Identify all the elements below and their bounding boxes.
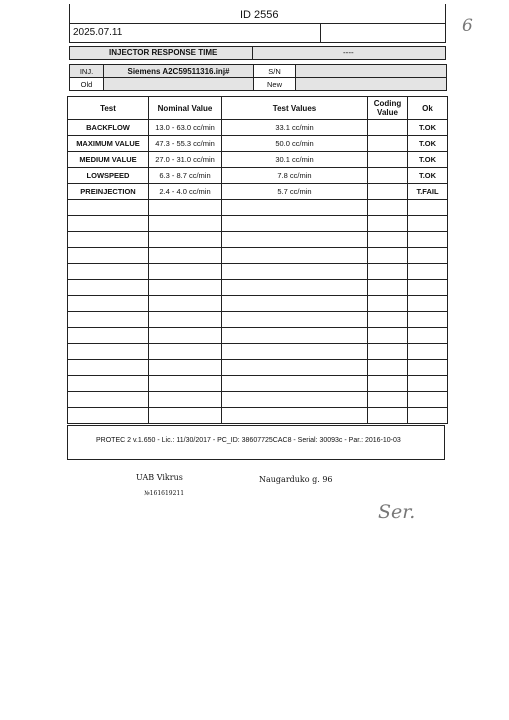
empty-cell <box>68 408 149 424</box>
empty-cell <box>149 328 222 344</box>
empty-row <box>68 376 448 392</box>
id-label: ID 2556 <box>240 9 279 21</box>
empty-cell <box>368 200 408 216</box>
result-ok-cell: T.OK <box>408 152 448 168</box>
result-test-cell: PREINJECTION <box>68 184 149 200</box>
result-row <box>68 168 448 184</box>
date-cell-divider <box>320 23 321 43</box>
result-nominal-cell: 6.3 - 8.7 cc/min <box>149 168 222 184</box>
result-row <box>68 120 448 136</box>
empty-cell <box>68 312 149 328</box>
response-time-divider <box>252 46 253 60</box>
result-coding-cell <box>368 168 408 184</box>
empty-cell <box>368 360 408 376</box>
empty-row <box>68 280 448 296</box>
result-coding-cell <box>368 120 408 136</box>
software-info: PROTEC 2 v.1.650 - Lic.: 11/30/2017 - PC_ID: 38607725CAC8 - Serial: 30093c - Par.: 2016-10-03 <box>96 437 401 444</box>
result-ok-cell: T.OK <box>408 136 448 152</box>
empty-cell <box>408 264 448 280</box>
result-value-cell: 50.0 cc/min <box>222 136 368 152</box>
empty-cell <box>68 344 149 360</box>
empty-cell <box>222 392 368 408</box>
inj-value: Siemens A2C59511316.inj# <box>104 65 254 78</box>
result-nominal-cell: 13.0 - 63.0 cc/min <box>149 120 222 136</box>
empty-row <box>68 392 448 408</box>
result-row <box>68 184 448 200</box>
empty-cell <box>149 280 222 296</box>
empty-cell <box>368 344 408 360</box>
signature: Ser. <box>378 501 416 523</box>
company-name: UAB Vikrus <box>136 473 183 482</box>
date-value: 2025.07.11 <box>73 27 123 38</box>
empty-cell <box>149 264 222 280</box>
result-ok-cell: T.OK <box>408 120 448 136</box>
result-coding-cell <box>368 152 408 168</box>
empty-cell <box>149 392 222 408</box>
empty-cell <box>68 296 149 312</box>
results-table <box>67 96 448 424</box>
empty-cell <box>222 312 368 328</box>
result-value-cell: 33.1 cc/min <box>222 120 368 136</box>
empty-cell <box>408 376 448 392</box>
empty-cell <box>408 200 448 216</box>
empty-cell <box>368 264 408 280</box>
empty-cell <box>149 200 222 216</box>
empty-cell <box>222 248 368 264</box>
results-header-row <box>68 97 448 120</box>
empty-row <box>68 232 448 248</box>
empty-cell <box>68 392 149 408</box>
result-ok-cell: T.FAIL <box>408 184 448 200</box>
result-test-cell: LOWSPEED <box>68 168 149 184</box>
empty-cell <box>222 232 368 248</box>
company-code: №161619211 <box>144 490 185 497</box>
empty-row <box>68 360 448 376</box>
empty-cell <box>149 312 222 328</box>
empty-cell <box>408 344 448 360</box>
empty-cell <box>368 216 408 232</box>
empty-cell <box>222 360 368 376</box>
empty-row <box>68 344 448 360</box>
empty-cell <box>368 232 408 248</box>
old-value <box>104 78 254 91</box>
empty-row <box>68 296 448 312</box>
empty-row <box>68 248 448 264</box>
empty-cell <box>222 408 368 424</box>
header-test-values: Test Values <box>222 97 368 120</box>
empty-cell <box>68 200 149 216</box>
empty-cell <box>68 248 149 264</box>
empty-cell <box>149 296 222 312</box>
empty-cell <box>408 392 448 408</box>
injector-info-table <box>69 64 447 91</box>
empty-cell <box>368 376 408 392</box>
company-address: Naugarduko g. 96 <box>259 475 333 484</box>
empty-cell <box>222 344 368 360</box>
empty-row <box>68 312 448 328</box>
empty-cell <box>408 296 448 312</box>
sn-label: S/N <box>254 65 296 78</box>
empty-cell <box>149 248 222 264</box>
empty-cell <box>368 280 408 296</box>
empty-cell <box>222 200 368 216</box>
empty-cell <box>408 216 448 232</box>
date-row <box>69 23 446 43</box>
empty-cell <box>68 328 149 344</box>
response-time-title: INJECTOR RESPONSE TIME <box>109 48 218 57</box>
empty-cell <box>222 376 368 392</box>
result-test-cell: MEDIUM VALUE <box>68 152 149 168</box>
empty-cell <box>222 216 368 232</box>
empty-cell <box>408 280 448 296</box>
empty-cell <box>68 264 149 280</box>
result-nominal-cell: 27.0 - 31.0 cc/min <box>149 152 222 168</box>
empty-row <box>68 328 448 344</box>
empty-cell <box>68 280 149 296</box>
empty-cell <box>368 248 408 264</box>
header-nominal: Nominal Value <box>149 97 222 120</box>
result-nominal-cell: 2.4 - 4.0 cc/min <box>149 184 222 200</box>
empty-cell <box>149 376 222 392</box>
result-value-cell: 30.1 cc/min <box>222 152 368 168</box>
result-value-cell: 7.8 cc/min <box>222 168 368 184</box>
empty-cell <box>368 392 408 408</box>
result-test-cell: MAXIMUM VALUE <box>68 136 149 152</box>
empty-cell <box>68 376 149 392</box>
empty-cell <box>222 264 368 280</box>
inj-label: INJ. <box>70 65 104 78</box>
empty-cell <box>408 248 448 264</box>
empty-cell <box>68 360 149 376</box>
empty-row <box>68 408 448 424</box>
empty-cell <box>408 408 448 424</box>
empty-cell <box>368 312 408 328</box>
sn-value <box>296 65 447 78</box>
result-test-cell: BACKFLOW <box>68 120 149 136</box>
empty-row <box>68 216 448 232</box>
result-value-cell: 5.7 cc/min <box>222 184 368 200</box>
new-label: New <box>254 78 296 91</box>
empty-cell <box>149 232 222 248</box>
header-coding: Coding Value <box>368 97 408 120</box>
empty-cell <box>149 360 222 376</box>
result-coding-cell <box>368 136 408 152</box>
empty-row <box>68 200 448 216</box>
empty-cell <box>408 328 448 344</box>
empty-cell <box>222 280 368 296</box>
result-ok-cell: T.OK <box>408 168 448 184</box>
result-nominal-cell: 47.3 - 55.3 cc/min <box>149 136 222 152</box>
empty-cell <box>408 232 448 248</box>
result-coding-cell <box>368 184 408 200</box>
result-row <box>68 152 448 168</box>
header-test: Test <box>68 97 149 120</box>
empty-cell <box>222 296 368 312</box>
empty-cell <box>368 296 408 312</box>
empty-cell <box>68 232 149 248</box>
empty-cell <box>222 328 368 344</box>
empty-cell <box>368 328 408 344</box>
new-value <box>296 78 447 91</box>
old-label: Old <box>70 78 104 91</box>
empty-cell <box>149 344 222 360</box>
empty-cell <box>68 216 149 232</box>
empty-cell <box>368 408 408 424</box>
empty-cell <box>408 360 448 376</box>
empty-cell <box>408 312 448 328</box>
empty-row <box>68 264 448 280</box>
corner-handwritten-mark: 6 <box>462 16 473 36</box>
response-time-value: ---- <box>343 48 354 57</box>
empty-cell <box>149 216 222 232</box>
result-row <box>68 136 448 152</box>
header-ok: Ok <box>408 97 448 120</box>
empty-cell <box>149 408 222 424</box>
